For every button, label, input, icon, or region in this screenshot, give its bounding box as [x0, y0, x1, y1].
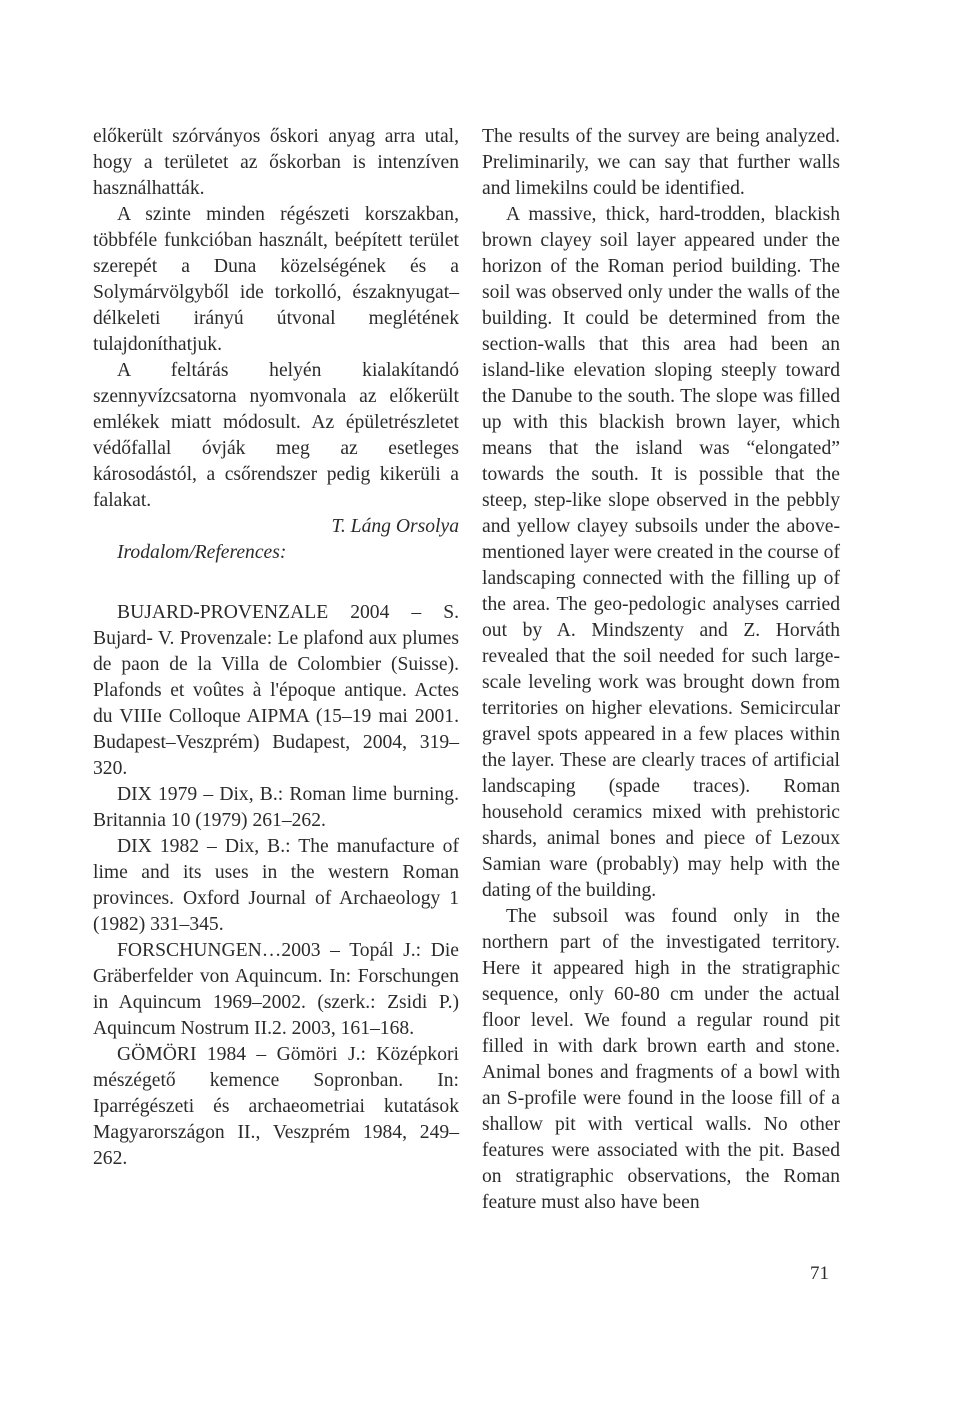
author-signature: T. Láng Orsolya: [331, 516, 459, 537]
left-column: [93, 124, 459, 1172]
paragraph: előkerült szórványos őskori anyag arra utal, hogy a területet az őskorban is intenzíven használhatták.: [93, 126, 459, 199]
references-heading: Irodalom/References:: [117, 542, 287, 563]
paragraph: A feltárás helyén kialakítandó szennyvízcsatorna nyomvonala az előkerült emlékek miatt módosult. Az épületrészletet védőfallal óvják meg az esetleges károsodástól, a csőrendszer pedig kikerüli a falakat.: [93, 360, 459, 511]
reference-entry: FORSCHUNGEN…2003 – Topál J.: Die Gräberfelder von Aquincum. In: Forschungen in Aquincum 1969–2002. (szerk.: Zsidi P.) Aquincum Nostrum II.2. 2003, 161–168.: [93, 940, 459, 1039]
reference-entry: DIX 1979 – Dix, B.: Roman lime burning. Britannia 10 (1979) 261–262.: [93, 784, 459, 831]
reference-entry: DIX 1982 – Dix, B.: The manufacture of lime and its uses in the western Roman provinces. Oxford Journal of Archaeology 1 (1982) 331–345.: [93, 836, 459, 935]
paragraph: The subsoil was found only in the northern part of the investigated territory. Here it appeared high in the stratigraphic sequence, only 60-80 cm under the actual floor level. We found a regular round pit filled in with dark brown earth and stone. Animal bones and fragments of a bowl with an S-profile were found in the loose fill of a shallow pit with vertical walls. No other features were associated with the pit. Based on stratigraphic observations, the Roman feature must also have been: [482, 906, 840, 1213]
paragraph: The results of the survey are being analyzed. Preliminarily, we can say that further walls and limekilns could be identified.: [482, 126, 840, 199]
reference-entry: BUJARD-PROVENZALE 2004 – S. Bujard- V. Provenzale: Le plafond aux plumes de paon de la Villa de Colombier (Suisse). Plafonds et voûtes à l'époque antique. Actes du VIIIe Colloque AIPMA (15–19 mai 2001. Budapest–Veszprém) Budapest, 2004, 319–320.: [93, 602, 459, 779]
right-column: [482, 124, 840, 1216]
page-number: 71: [810, 1263, 829, 1284]
paragraph: A szinte minden régészeti korszakban, többféle funkcióban használt, beépített terület szerepét a Duna közelségének és a Solymárvölgyből ide torkolló, északnyugat–délkeleti irányú útvonal meglétének tulajdoníthatjuk.: [93, 204, 459, 355]
paragraph: A massive, thick, hard-trodden, blackish brown clayey soil layer appeared under the horizon of the Roman period building. The soil was observed only under the walls of the building. It could be determined from the section-walls that this area had been an island-like elevation sloping steeply toward the Danube to the south. The slope was filled up with this blackish brown layer, which means that the island was “elongated” towards the south. It is possible that the steep, step-like slope observed in the pebbly and yellow clayey subsoils under the above-mentioned layer were created in the course of landscaping connected with the filling up of the area. The geo-pedologic analyses carried out by A. Mindszenty and Z. Horváth revealed that the soil needed for such large-scale leveling work was brought down from territories on higher elevations. Semicircular gravel spots appeared in a few places within the layer. These are clearly traces of artificial landscaping (spade traces). Roman household ceramics mixed with prehistoric shards, animal bones and piece of Lezoux Samian ware (probably) may help with the dating of the building.: [482, 204, 840, 901]
reference-entry: GÖMÖRI 1984 – Gömöri J.: Középkori mészégető kemence Sopronban. In: Iparrégészeti és archaeometriai kutatások Magyarországon II., Veszprém 1984, 249–262.: [93, 1044, 459, 1169]
references-list: [93, 600, 459, 1172]
